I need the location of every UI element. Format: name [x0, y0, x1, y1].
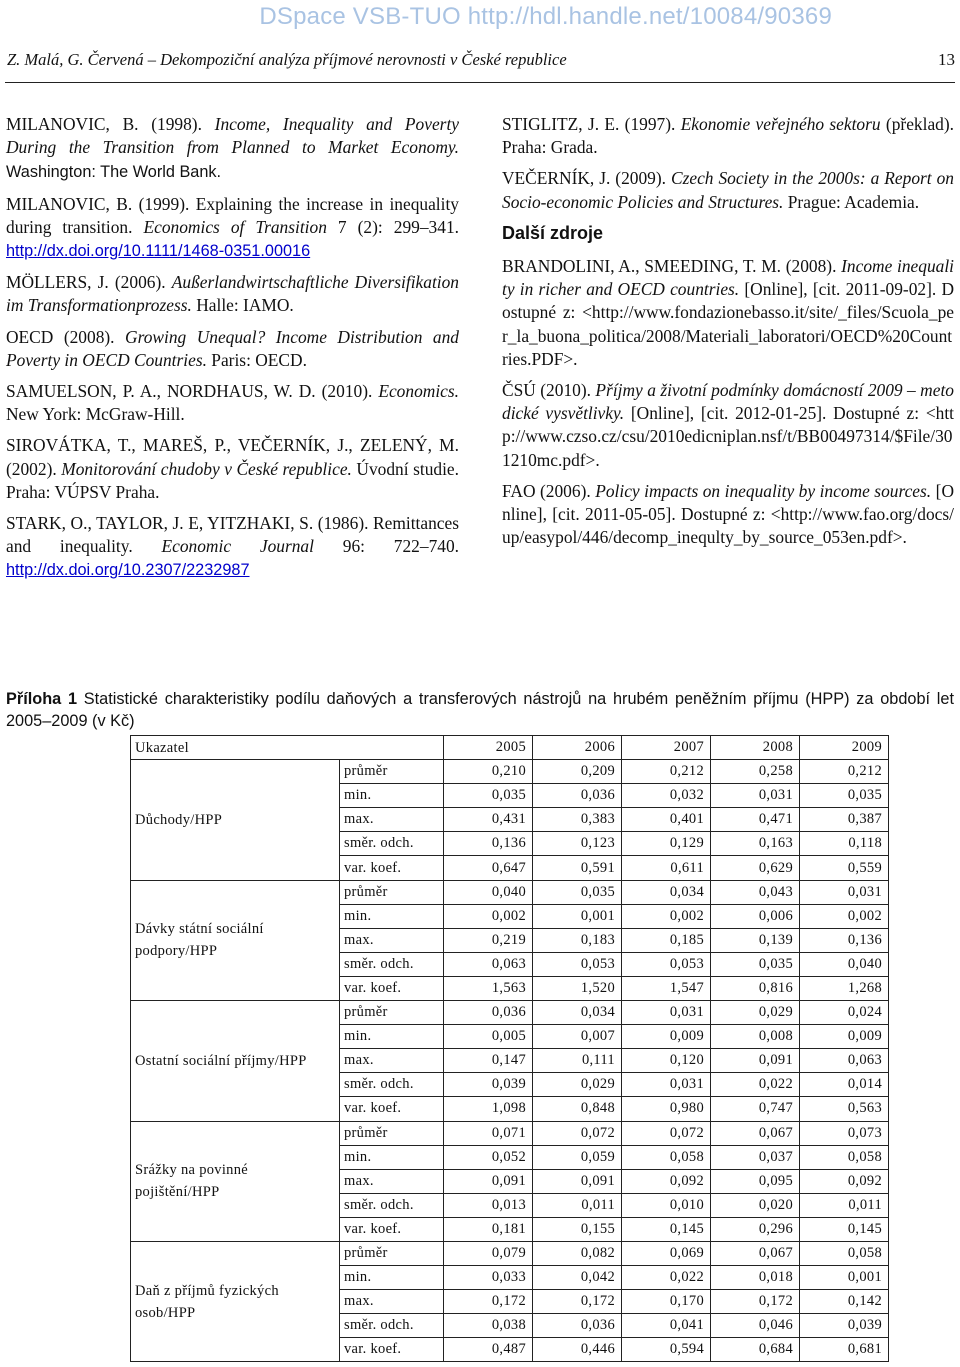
value-cell: 0,063	[800, 1049, 889, 1073]
value-cell: 0,035	[533, 880, 622, 904]
statistic-label: průměr	[340, 1241, 444, 1265]
reference-mollers-2006: MÖLLERS, J. (2006). Außerlandwirtschaftliche Diversifikation im Transformationprozess. Halle: IAMO.	[6, 272, 459, 316]
value-cell: 0,296	[711, 1217, 800, 1241]
statistic-label: min.	[340, 1266, 444, 1290]
value-cell: 0,383	[533, 808, 622, 832]
value-cell: 0,069	[622, 1241, 711, 1265]
statistic-label: průměr	[340, 1001, 444, 1025]
reference-oecd-2008: OECD (2008). Growing Unequal? Income Distribution and Poverty in OECD Countries. Paris: OECD.	[6, 326, 459, 370]
value-cell: 0,172	[711, 1290, 800, 1314]
statistic-label: směr. odch.	[340, 1314, 444, 1338]
value-cell: 1,563	[444, 976, 533, 1000]
value-cell: 0,145	[800, 1217, 889, 1241]
statistic-label: průměr	[340, 1121, 444, 1145]
value-cell: 0,072	[533, 1121, 622, 1145]
statistic-label: max.	[340, 1290, 444, 1314]
value-cell: 0,684	[711, 1338, 800, 1362]
value-cell: 0,145	[622, 1217, 711, 1241]
value-cell: 0,039	[800, 1314, 889, 1338]
reference-sirovatka-2002: SIROVÁTKA, T., MAREŠ, P., VEČERNÍK, J., ZELENÝ, M. (2002). Monitorování chudoby v České republice. Úvodní studie. Praha: VÚPSV Praha.	[6, 435, 460, 502]
value-cell: 0,559	[800, 856, 889, 880]
value-cell: 0,031	[800, 880, 889, 904]
value-cell: 0,185	[622, 928, 711, 952]
value-cell: 0,816	[711, 976, 800, 1000]
value-cell: 0,118	[800, 832, 889, 856]
statistic-label: min.	[340, 904, 444, 928]
value-cell: 0,163	[711, 832, 800, 856]
value-cell: 1,268	[800, 976, 889, 1000]
indicator-cell: Daň z příjmů fyzických osob/HPP	[131, 1241, 340, 1361]
statistics-table	[130, 735, 889, 1362]
value-cell: 0,052	[444, 1145, 533, 1169]
value-cell: 0,031	[622, 1073, 711, 1097]
value-cell: 0,980	[622, 1097, 711, 1121]
value-cell: 0,123	[533, 832, 622, 856]
value-cell: 0,401	[622, 808, 711, 832]
value-cell: 0,129	[622, 832, 711, 856]
reference-milanovic-1999: MILANOVIC, B. (1999). Explaining the increase in inequality during transition. Economics of Transition 7 (2): 299–341. http://dx.doi.org/10.1111/1468-0351.00016	[6, 193, 459, 261]
value-cell: 0,063	[444, 952, 533, 976]
value-cell: 0,022	[711, 1073, 800, 1097]
table-row	[131, 760, 889, 784]
value-cell: 0,170	[622, 1290, 711, 1314]
value-cell: 0,001	[533, 904, 622, 928]
value-cell: 0,172	[533, 1290, 622, 1314]
other-sources-title: Další zdroje	[502, 222, 604, 243]
value-cell: 0,212	[622, 760, 711, 784]
value-cell: 0,387	[800, 808, 889, 832]
value-cell: 0,139	[711, 928, 800, 952]
value-cell: 0,647	[444, 856, 533, 880]
reference-brandolini-2008: BRANDOLINI, A., SMEEDING, T. M. (2008). Income inequality in richer and OECD countries. [Online], [cit. 2011-09-02]. Dostupné z: <http://www.fondazionebasso.it/site/_files/Scuola_per_la_buona_politica/2008/Materiali_laboratori/OECD%20Countries.PDF>.	[502, 256, 954, 369]
value-cell: 0,611	[622, 856, 711, 880]
value-cell: 0,681	[800, 1338, 889, 1362]
value-cell: 0,002	[444, 904, 533, 928]
value-cell: 0,034	[622, 880, 711, 904]
value-cell: 0,079	[444, 1241, 533, 1265]
value-cell: 0,072	[622, 1121, 711, 1145]
value-cell: 0,035	[444, 784, 533, 808]
reference-milanovic-1998: MILANOVIC, B. (1998). Income, Inequality and Poverty During the Transition from Planned to Market Economy. Washington: The World Bank.	[6, 114, 459, 182]
value-cell: 0,036	[533, 1314, 622, 1338]
value-cell: 0,091	[533, 1169, 622, 1193]
year-header: 2006	[533, 736, 622, 760]
value-cell: 0,040	[800, 952, 889, 976]
value-cell: 0,181	[444, 1217, 533, 1241]
value-cell: 0,212	[800, 760, 889, 784]
value-cell: 0,039	[444, 1073, 533, 1097]
indicator-cell: Srážky na povinné pojištění/HPP	[131, 1121, 340, 1241]
value-cell: 0,009	[800, 1025, 889, 1049]
value-cell: 0,037	[711, 1145, 800, 1169]
value-cell: 0,073	[800, 1121, 889, 1145]
value-cell: 0,014	[800, 1073, 889, 1097]
value-cell: 0,431	[444, 808, 533, 832]
value-cell: 0,067	[711, 1241, 800, 1265]
statistic-label: var. koef.	[340, 976, 444, 1000]
statistic-label: var. koef.	[340, 1217, 444, 1241]
year-header: 2009	[800, 736, 889, 760]
value-cell: 0,029	[711, 1001, 800, 1025]
value-cell: 0,013	[444, 1193, 533, 1217]
value-cell: 0,007	[533, 1025, 622, 1049]
value-cell: 0,046	[711, 1314, 800, 1338]
value-cell: 0,258	[711, 760, 800, 784]
value-cell: 0,035	[711, 952, 800, 976]
year-header: 2005	[444, 736, 533, 760]
value-cell: 0,036	[444, 1001, 533, 1025]
year-header: 2007	[622, 736, 711, 760]
statistic-label: var. koef.	[340, 1338, 444, 1362]
value-cell: 1,547	[622, 976, 711, 1000]
value-cell: 0,040	[444, 880, 533, 904]
references-left-column	[6, 113, 459, 591]
value-cell: 0,053	[622, 952, 711, 976]
statistic-label: min.	[340, 784, 444, 808]
value-cell: 0,022	[622, 1266, 711, 1290]
value-cell: 0,009	[622, 1025, 711, 1049]
value-cell: 1,098	[444, 1097, 533, 1121]
statistic-label: směr. odch.	[340, 1073, 444, 1097]
reference-fao-2006: FAO (2006). Policy impacts on inequality by income sources. [Online], [cit. 2011-05-05]. Dostupné z: <http://www.fao.org/docs/up/easypol/446/decomp_inequlty_by_source_053en.pdf>.	[502, 480, 955, 548]
reference-stiglitz-1997: STIGLITZ, J. E. (1997). Ekonomie veřejného sektoru (překlad). Praha: Grada.	[502, 114, 954, 158]
value-cell: 0,058	[800, 1145, 889, 1169]
value-cell: 0,071	[444, 1121, 533, 1145]
statistic-label: max.	[340, 808, 444, 832]
statistic-label: průměr	[340, 760, 444, 784]
value-cell: 0,120	[622, 1049, 711, 1073]
value-cell: 0,029	[533, 1073, 622, 1097]
value-cell: 0,011	[800, 1193, 889, 1217]
indicator-cell: Ostatní sociální příjmy/HPP	[131, 1001, 340, 1121]
value-cell: 0,059	[533, 1145, 622, 1169]
statistic-label: var. koef.	[340, 856, 444, 880]
value-cell: 0,032	[622, 784, 711, 808]
statistic-label: var. koef.	[340, 1097, 444, 1121]
doi-link[interactable]: http://dx.doi.org/10.2307/2232987	[6, 561, 250, 580]
statistic-label: max.	[340, 1169, 444, 1193]
table-row	[131, 1121, 889, 1145]
value-cell: 0,172	[444, 1290, 533, 1314]
value-cell: 0,210	[444, 760, 533, 784]
value-cell: 1,520	[533, 976, 622, 1000]
value-cell: 0,034	[533, 1001, 622, 1025]
value-cell: 0,209	[533, 760, 622, 784]
statistic-label: min.	[340, 1145, 444, 1169]
table-caption: Příloha 1 Statistické charakteristiky podílu daňových a transferových nástrojů na hrubém peněžním příjmu (HPP) za období let 2005–2009 (v Kč)	[6, 690, 954, 730]
value-cell: 0,005	[444, 1025, 533, 1049]
page-number: 13	[938, 50, 955, 69]
value-cell: 0,111	[533, 1049, 622, 1073]
reference-samuelson-2010: SAMUELSON, P. A., NORDHAUS, W. D. (2010). Economics. New York: McGraw-Hill.	[6, 381, 459, 425]
value-cell: 0,043	[711, 880, 800, 904]
value-cell: 0,058	[800, 1241, 889, 1265]
value-cell: 0,219	[444, 928, 533, 952]
table-header-indicator: Ukazatel	[131, 736, 444, 760]
value-cell: 0,629	[711, 856, 800, 880]
watermark: DSpace VSB-TUO http://hdl.handle.net/10084/90369	[259, 3, 832, 30]
table-row	[131, 1001, 889, 1025]
value-cell: 0,446	[533, 1338, 622, 1362]
statistic-label: průměr	[340, 880, 444, 904]
reference-csu-2010: ČSÚ (2010). Příjmy a životní podmínky domácností 2009 – metodické vysvětlivky. [Online], [cit. 2012-01-25]. Dostupné z: <http://www.czso.cz/csu/2010edicniplan.nsf/t/BB00497314/$File/301210mc.pdf>.	[502, 380, 954, 470]
value-cell: 0,136	[800, 928, 889, 952]
reference-vecernik-2009: VEČERNÍK, J. (2009). Czech Society in the 2000s: a Report on Socio-economic Policies and Structures. Prague: Academia.	[502, 168, 954, 212]
value-cell: 0,563	[800, 1097, 889, 1121]
value-cell: 0,183	[533, 928, 622, 952]
value-cell: 0,092	[800, 1169, 889, 1193]
indicator-cell: Dávky státní sociální podpory/HPP	[131, 880, 340, 1000]
value-cell: 0,136	[444, 832, 533, 856]
table-header-row	[131, 736, 889, 760]
value-cell: 0,053	[533, 952, 622, 976]
value-cell: 0,036	[533, 784, 622, 808]
value-cell: 0,142	[800, 1290, 889, 1314]
value-cell: 0,091	[444, 1169, 533, 1193]
value-cell: 0,010	[622, 1193, 711, 1217]
references-right-column	[502, 113, 954, 557]
value-cell: 0,002	[800, 904, 889, 928]
year-header: 2008	[711, 736, 800, 760]
value-cell: 0,002	[622, 904, 711, 928]
indicator-cell: Důchody/HPP	[131, 760, 340, 880]
value-cell: 0,042	[533, 1266, 622, 1290]
value-cell: 0,024	[800, 1001, 889, 1025]
value-cell: 0,058	[622, 1145, 711, 1169]
value-cell: 0,008	[711, 1025, 800, 1049]
value-cell: 0,147	[444, 1049, 533, 1073]
value-cell: 0,594	[622, 1338, 711, 1362]
value-cell: 0,006	[711, 904, 800, 928]
value-cell: 0,031	[622, 1001, 711, 1025]
value-cell: 0,033	[444, 1266, 533, 1290]
table-row	[131, 1241, 889, 1265]
value-cell: 0,011	[533, 1193, 622, 1217]
running-head: Z. Malá, G. Červená – Dekompoziční analýza příjmové nerovnosti v České republice	[7, 50, 567, 69]
value-cell: 0,020	[711, 1193, 800, 1217]
value-cell: 0,001	[800, 1266, 889, 1290]
statistic-label: min.	[340, 1025, 444, 1049]
value-cell: 0,091	[711, 1049, 800, 1073]
value-cell: 0,848	[533, 1097, 622, 1121]
statistic-label: max.	[340, 928, 444, 952]
statistic-label: směr. odch.	[340, 832, 444, 856]
value-cell: 0,747	[711, 1097, 800, 1121]
statistic-label: směr. odch.	[340, 1193, 444, 1217]
value-cell: 0,095	[711, 1169, 800, 1193]
header-rule	[5, 82, 955, 83]
value-cell: 0,067	[711, 1121, 800, 1145]
value-cell: 0,035	[800, 784, 889, 808]
value-cell: 0,038	[444, 1314, 533, 1338]
value-cell: 0,591	[533, 856, 622, 880]
value-cell: 0,092	[622, 1169, 711, 1193]
value-cell: 0,471	[711, 808, 800, 832]
table-row	[131, 880, 889, 904]
doi-link[interactable]: http://dx.doi.org/10.1111/1468-0351.00016	[6, 242, 311, 261]
value-cell: 0,082	[533, 1241, 622, 1265]
value-cell: 0,155	[533, 1217, 622, 1241]
value-cell: 0,041	[622, 1314, 711, 1338]
value-cell: 0,487	[444, 1338, 533, 1362]
reference-stark-1986: STARK, O., TAYLOR, J. E, YITZHAKI, S. (1986). Remittances and inequality. Economic Journal 96: 722–740. http://dx.doi.org/10.2307/2232987	[6, 513, 460, 580]
value-cell: 0,018	[711, 1266, 800, 1290]
statistic-label: max.	[340, 1049, 444, 1073]
value-cell: 0,031	[711, 784, 800, 808]
statistic-label: směr. odch.	[340, 952, 444, 976]
